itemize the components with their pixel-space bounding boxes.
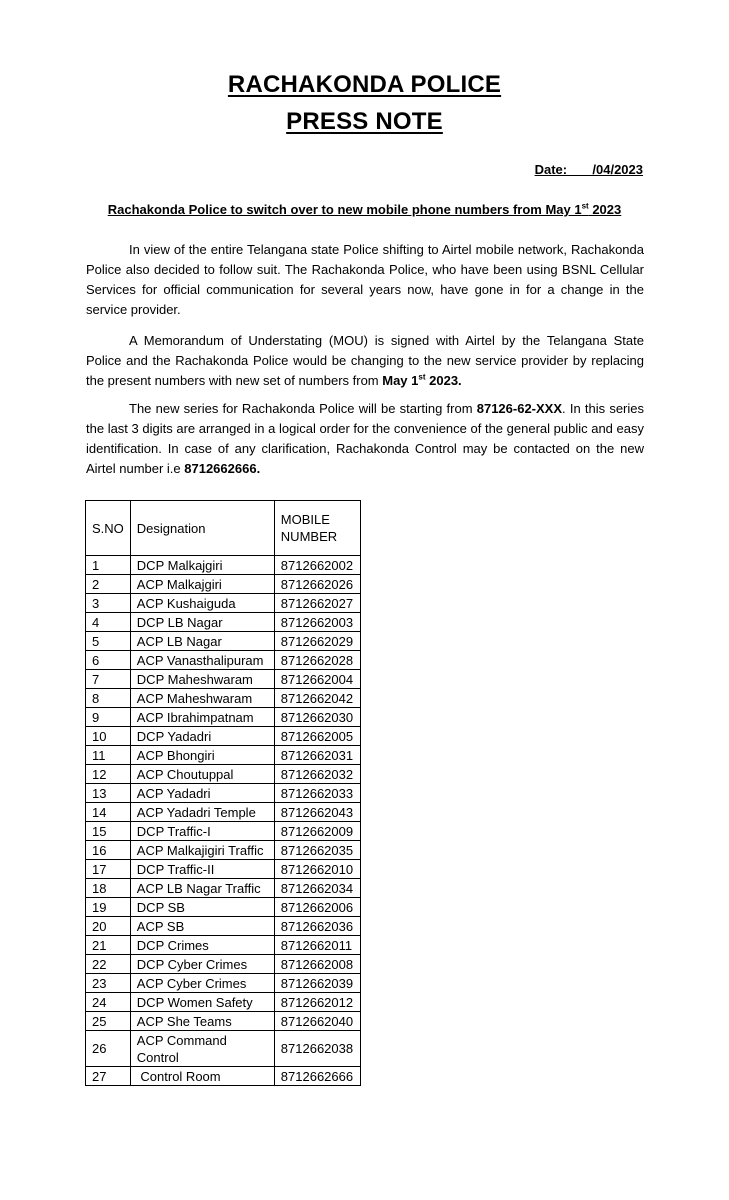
cell-sno: 24	[86, 993, 131, 1012]
cell-sno: 19	[86, 898, 131, 917]
table-row	[86, 898, 361, 917]
cell-designation: ACP LB Nagar Traffic	[130, 879, 274, 898]
paragraph-3	[86, 399, 644, 479]
table-row	[86, 841, 361, 860]
cell-sno: 18	[86, 879, 131, 898]
cell-designation: ACP SB	[130, 917, 274, 936]
cell-sno: 20	[86, 917, 131, 936]
table-row	[86, 746, 361, 765]
header-sno: S.NO	[86, 501, 131, 556]
cell-sno: 16	[86, 841, 131, 860]
subject-year: 2023	[588, 202, 622, 217]
cell-mobile-number: 8712662033	[274, 784, 360, 803]
cell-sno: 15	[86, 822, 131, 841]
table-row	[86, 822, 361, 841]
table-row	[86, 594, 361, 613]
cell-designation: ACP Cyber Crimes	[130, 974, 274, 993]
table-row	[86, 727, 361, 746]
cell-sno: 9	[86, 708, 131, 727]
cell-sno: 1	[86, 556, 131, 575]
cell-mobile-number: 8712662042	[274, 689, 360, 708]
table-header-row	[86, 501, 361, 556]
cell-mobile-number: 8712662028	[274, 651, 360, 670]
cell-mobile-number: 8712662039	[274, 974, 360, 993]
cell-mobile-number: 8712662031	[274, 746, 360, 765]
table-row	[86, 879, 361, 898]
cell-designation: DCP LB Nagar	[130, 613, 274, 632]
cell-sno: 4	[86, 613, 131, 632]
cell-designation: DCP Cyber Crimes	[130, 955, 274, 974]
cell-mobile-number: 8712662030	[274, 708, 360, 727]
cell-designation: ACP Yadadri Temple	[130, 803, 274, 822]
table-row	[86, 556, 361, 575]
cell-mobile-number: 8712662043	[274, 803, 360, 822]
cell-mobile-number: 8712662006	[274, 898, 360, 917]
cell-designation: ACP Command Control	[130, 1031, 274, 1067]
cell-sno: 22	[86, 955, 131, 974]
cell-sno: 27	[86, 1067, 131, 1086]
cell-designation: ACP Malkajigiri Traffic	[130, 841, 274, 860]
cell-designation: ACP Ibrahimpatnam	[130, 708, 274, 727]
table-row	[86, 670, 361, 689]
cell-designation: DCP Traffic-II	[130, 860, 274, 879]
cell-sno: 17	[86, 860, 131, 879]
cell-mobile-number: 8712662038	[274, 1031, 360, 1067]
cell-designation: ACP Vanasthalipuram	[130, 651, 274, 670]
cell-designation: ACP Yadadri	[130, 784, 274, 803]
table-row	[86, 708, 361, 727]
cell-sno: 23	[86, 974, 131, 993]
table-row	[86, 575, 361, 594]
cell-mobile-number: 8712662002	[274, 556, 360, 575]
subject-text: Rachakonda Police to switch over to new mobile phone numbers from May 1	[107, 202, 582, 217]
document-subtitle: PRESS NOTE	[286, 108, 443, 135]
paragraph-2-text: A Memorandum of Understating (MOU) is signed with Airtel by the Telangana State Police and the Rachakonda Police would be changing to the new service provider by replacing the present numbers with new set of numbers from	[86, 333, 644, 388]
paragraph-2	[86, 331, 644, 391]
cell-mobile-number: 8712662026	[274, 575, 360, 594]
cell-designation: DCP SB	[130, 898, 274, 917]
paragraph-3-text-b: . In this series the last 3 digits are arranged in a logical order for the convenience of the general public and easy identification. In case of any clarification, Rachakonda Control may be contacted on the new Airtel number i.e	[86, 401, 645, 476]
header-designation: Designation	[130, 501, 274, 556]
cell-designation: DCP Maheshwaram	[130, 670, 274, 689]
cell-sno: 8	[86, 689, 131, 708]
paragraph-3-text-a: The new series for Rachakonda Police will be starting from	[129, 401, 477, 416]
cell-sno: 10	[86, 727, 131, 746]
table-row	[86, 917, 361, 936]
subject-superscript: st	[581, 201, 589, 211]
table-row	[86, 860, 361, 879]
cell-designation: ACP Kushaiguda	[130, 594, 274, 613]
document-title: RACHAKONDA POLICE	[227, 71, 502, 98]
cell-mobile-number: 8712662009	[274, 822, 360, 841]
cell-mobile-number: 8712662032	[274, 765, 360, 784]
table-row	[86, 1031, 361, 1067]
cell-sno: 3	[86, 594, 131, 613]
number-series: 87126-62-XXX	[476, 401, 563, 416]
control-number: 8712662666.	[184, 461, 261, 476]
cell-mobile-number: 8712662034	[274, 879, 360, 898]
cell-designation: ACP LB Nagar	[130, 632, 274, 651]
cell-designation: DCP Women Safety	[130, 993, 274, 1012]
table-row	[86, 689, 361, 708]
cell-mobile-number: 8712662010	[274, 860, 360, 879]
cell-sno: 26	[86, 1031, 131, 1067]
cell-mobile-number: 8712662040	[274, 1012, 360, 1031]
contact-table	[85, 500, 361, 1086]
cell-sno: 7	[86, 670, 131, 689]
paragraph-2-date	[382, 373, 461, 388]
cell-mobile-number: 8712662029	[274, 632, 360, 651]
subject-line	[0, 202, 729, 217]
cell-sno: 11	[86, 746, 131, 765]
table-row	[86, 955, 361, 974]
cell-designation: ACP Bhongiri	[130, 746, 274, 765]
cell-designation: DCP Malkajgiri	[130, 556, 274, 575]
cell-mobile-number: 8712662012	[274, 993, 360, 1012]
cell-mobile-number: 8712662035	[274, 841, 360, 860]
cell-designation: ACP Maheshwaram	[130, 689, 274, 708]
cell-mobile-number: 8712662005	[274, 727, 360, 746]
cell-mobile-number: 8712662666	[274, 1067, 360, 1086]
cell-mobile-number: 8712662011	[274, 936, 360, 955]
table-row	[86, 993, 361, 1012]
cell-sno: 2	[86, 575, 131, 594]
cell-designation: Control Room	[130, 1067, 274, 1086]
table-row	[86, 803, 361, 822]
cell-mobile-number: 8712662036	[274, 917, 360, 936]
cell-mobile-number: 8712662004	[274, 670, 360, 689]
cell-sno: 21	[86, 936, 131, 955]
table-row	[86, 784, 361, 803]
paragraph-2-date-year: 2023.	[425, 373, 462, 388]
cell-sno: 5	[86, 632, 131, 651]
cell-designation: DCP Crimes	[130, 936, 274, 955]
cell-mobile-number: 8712662027	[274, 594, 360, 613]
table-row	[86, 613, 361, 632]
date-line: Date: /04/2023	[534, 162, 643, 177]
table-row	[86, 651, 361, 670]
cell-mobile-number: 8712662003	[274, 613, 360, 632]
cell-sno: 6	[86, 651, 131, 670]
table-row	[86, 936, 361, 955]
cell-designation: ACP Choutuppal	[130, 765, 274, 784]
table-row	[86, 765, 361, 784]
paragraph-2-superscript: st	[418, 372, 426, 382]
cell-designation: ACP She Teams	[130, 1012, 274, 1031]
cell-designation: DCP Traffic-I	[130, 822, 274, 841]
paragraph-1: In view of the entire Telangana state Police shifting to Airtel mobile network, Rachakonda Police also decided to follow suit. The Rachakonda Police, who have been using BSNL Cellular Services for official communication for several years now, have gone in for a change in the service provider.	[86, 242, 644, 317]
cell-sno: 14	[86, 803, 131, 822]
table-row	[86, 1067, 361, 1086]
cell-designation: DCP Yadadri	[130, 727, 274, 746]
paragraph-2-date-text: May 1	[382, 373, 419, 388]
cell-sno: 25	[86, 1012, 131, 1031]
table-row	[86, 632, 361, 651]
table-row	[86, 1012, 361, 1031]
cell-mobile-number: 8712662008	[274, 955, 360, 974]
cell-designation: ACP Malkajgiri	[130, 575, 274, 594]
header-mobile-number: MOBILE NUMBER	[274, 501, 360, 556]
table-row	[86, 974, 361, 993]
cell-sno: 13	[86, 784, 131, 803]
cell-sno: 12	[86, 765, 131, 784]
